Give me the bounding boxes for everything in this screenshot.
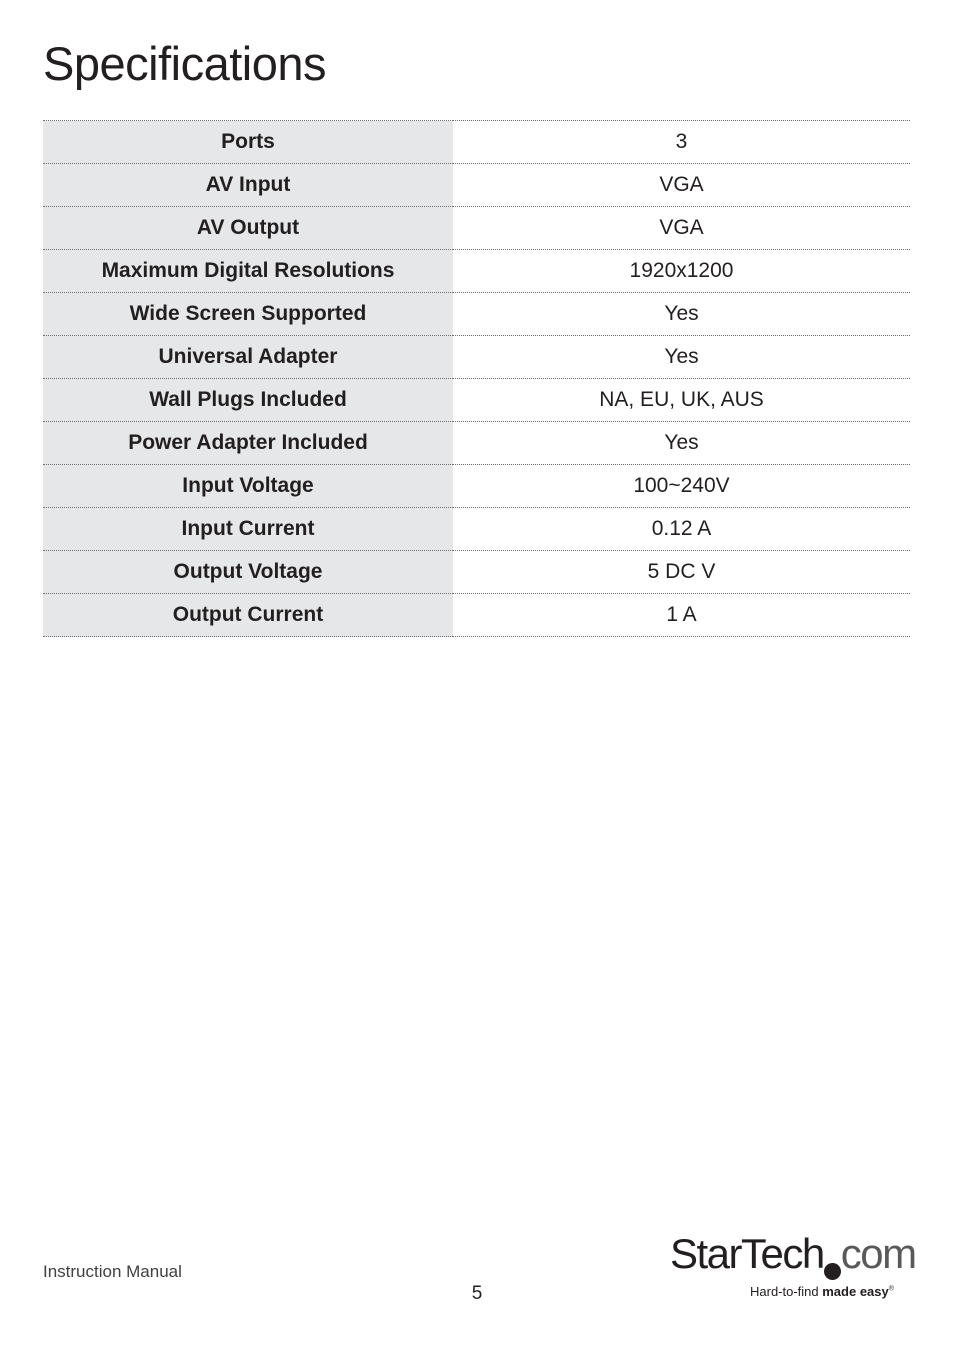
page-title: Specifications	[43, 37, 326, 90]
table-row	[43, 250, 910, 293]
spec-value: 100~240V	[453, 465, 910, 508]
table-row	[43, 207, 910, 250]
footer-manual-label: Instruction Manual	[43, 1262, 182, 1281]
table-row	[43, 164, 910, 207]
spec-value: Yes	[453, 293, 910, 336]
table-row	[43, 293, 910, 336]
table-row	[43, 121, 910, 164]
spec-label: Output Current	[43, 594, 453, 637]
spec-label: Maximum Digital Resolutions	[43, 250, 453, 293]
spec-label: Wall Plugs Included	[43, 379, 453, 422]
spec-label: Output Voltage	[43, 551, 453, 594]
logo-tagline	[750, 1284, 894, 1299]
spec-label: Ports	[43, 121, 453, 164]
table-row	[43, 594, 910, 637]
spec-value: 3	[453, 121, 910, 164]
spec-label: Power Adapter Included	[43, 422, 453, 465]
spec-value: VGA	[453, 207, 910, 250]
spec-label: AV Input	[43, 164, 453, 207]
startech-logo	[670, 1230, 920, 1310]
specifications-table	[43, 120, 910, 637]
spec-label: Input Current	[43, 508, 453, 551]
spec-label: AV Output	[43, 207, 453, 250]
spec-label: Wide Screen Supported	[43, 293, 453, 336]
table-row	[43, 465, 910, 508]
spec-value: 1 A	[453, 594, 910, 637]
logo-domain: com	[840, 1230, 916, 1277]
page-number: 5	[471, 1283, 483, 1304]
spec-value: 0.12 A	[453, 508, 910, 551]
table-row	[43, 336, 910, 379]
spec-label: Universal Adapter	[43, 336, 453, 379]
spec-value: Yes	[453, 336, 910, 379]
logo-brand: StarTech	[670, 1230, 824, 1277]
spec-value: Yes	[453, 422, 910, 465]
logo-wordmark	[670, 1230, 916, 1278]
spec-value: 5 DC V	[453, 551, 910, 594]
table-row	[43, 551, 910, 594]
logo-tagline-light: Hard-to-find	[750, 1284, 823, 1299]
spec-value: 1920x1200	[453, 250, 910, 293]
spec-label: Input Voltage	[43, 465, 453, 508]
table-row	[43, 508, 910, 551]
logo-tagline-bold: made easy	[822, 1284, 889, 1299]
table-row	[43, 379, 910, 422]
table-row	[43, 422, 910, 465]
spec-value: NA, EU, UK, AUS	[453, 379, 910, 422]
registered-mark: ®	[888, 1285, 894, 1293]
spec-value: VGA	[453, 164, 910, 207]
logo-dot-icon	[824, 1263, 841, 1280]
